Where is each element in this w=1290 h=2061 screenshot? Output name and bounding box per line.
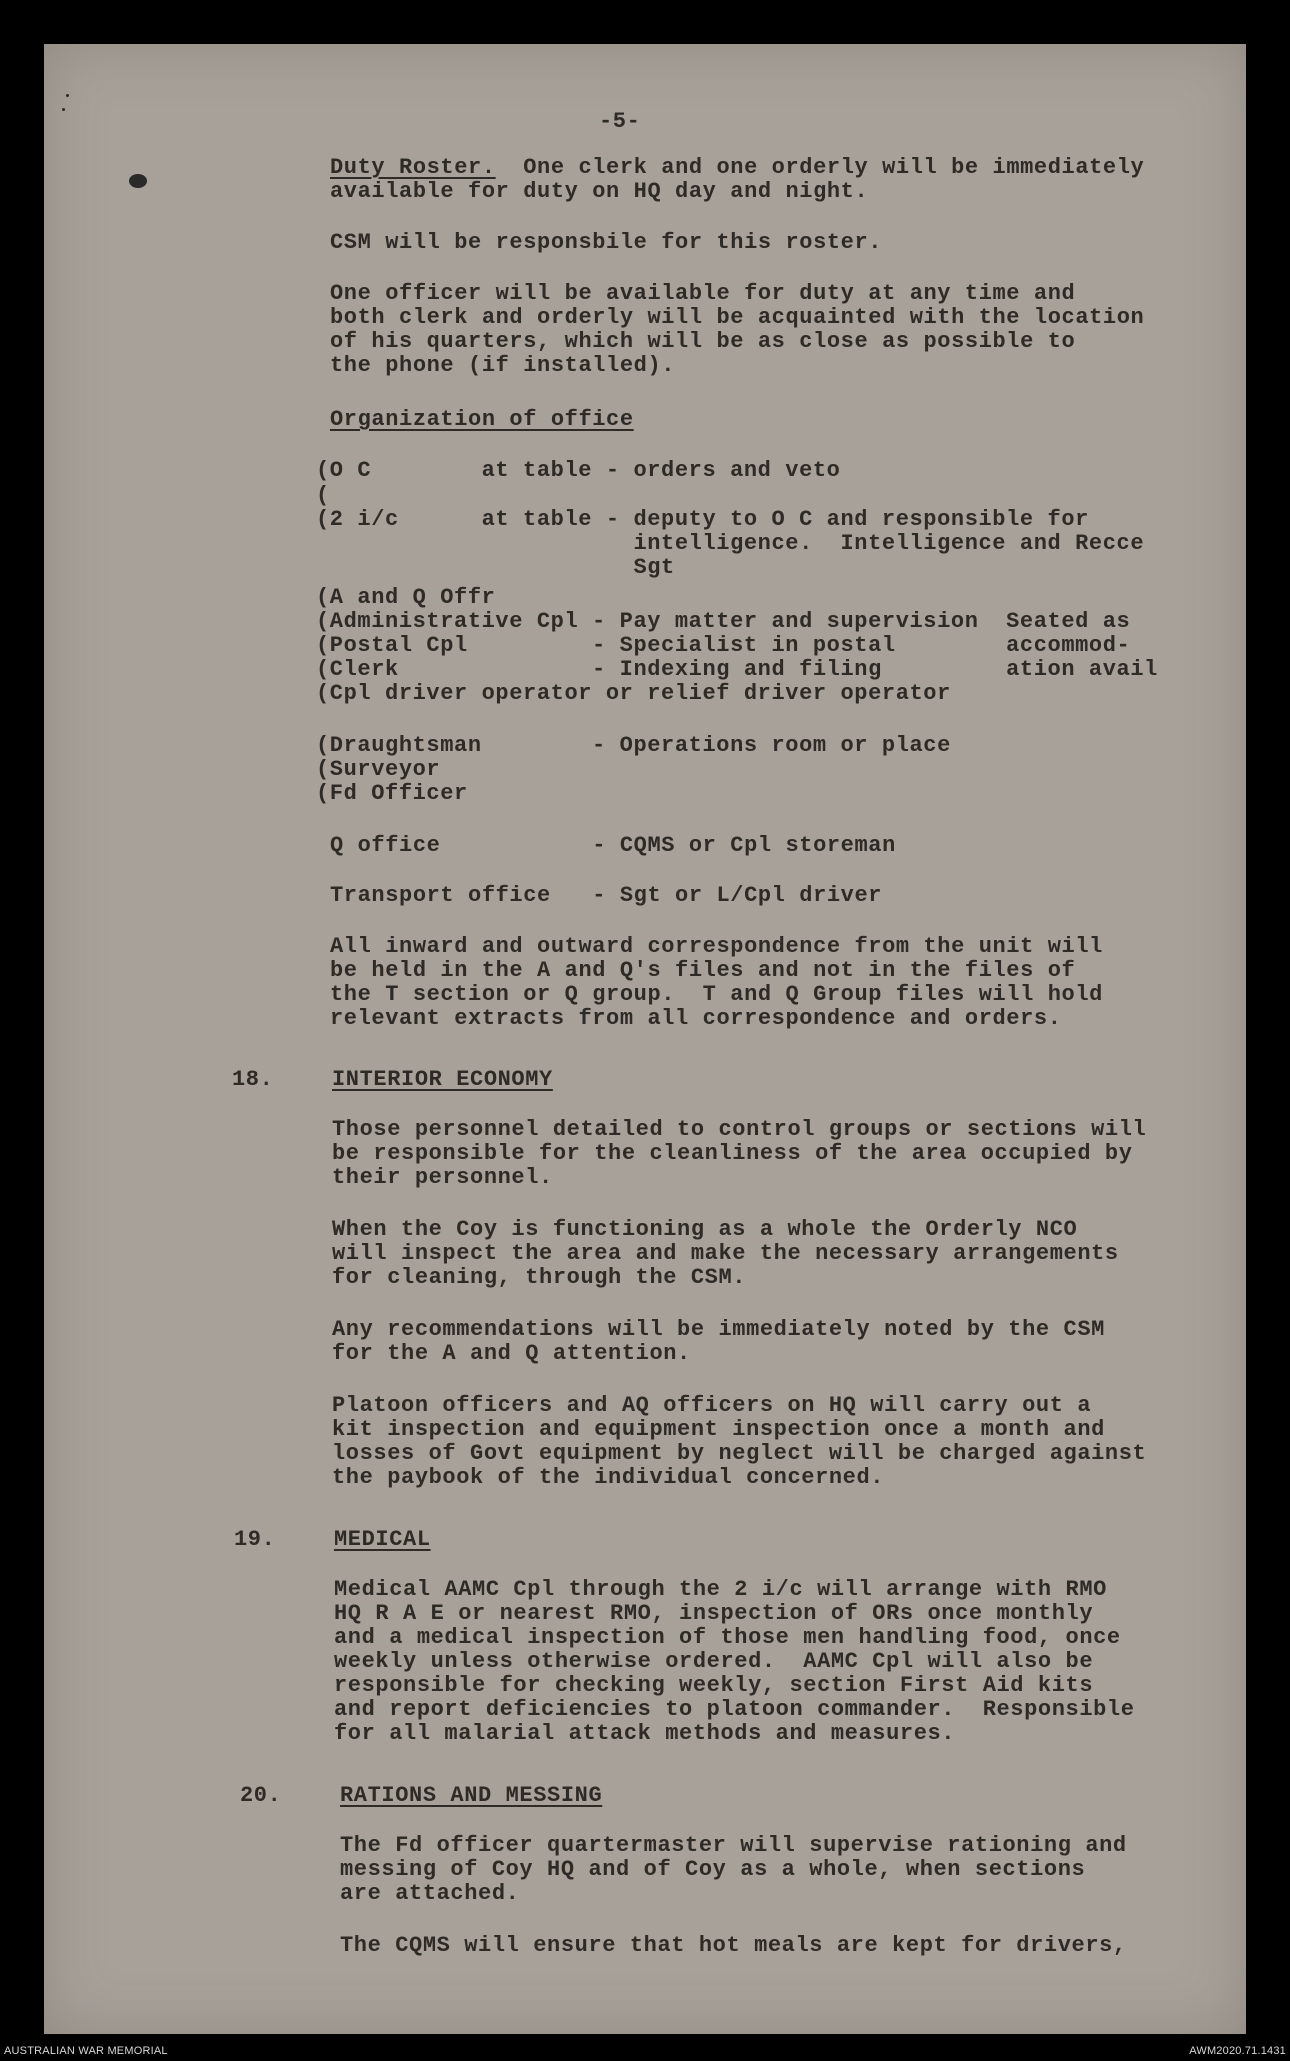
correspondence-line: the T section or Q group. T and Q Group files will hold — [330, 982, 1103, 1007]
correspondence-line: relevant extracts from all correspondence and orders. — [330, 1006, 1062, 1031]
org-line: (Postal Cpl - Specialist in postal accommod- — [316, 633, 1131, 658]
csm-roster-line: CSM will be responsbile for this roster. — [330, 230, 883, 255]
paragraph-line: for cleaning, through the CSM. — [332, 1265, 747, 1290]
paragraph-line: kit inspection and equipment inspection once a month and — [332, 1417, 1105, 1442]
section-heading: RATIONS AND MESSING — [340, 1783, 603, 1808]
org-line: (Fd Officer — [316, 781, 468, 806]
q-office-line: Q office - CQMS or Cpl storeman — [330, 833, 896, 858]
ink-fleck — [62, 108, 65, 111]
org-line: (2 i/c at table - deputy to O C and responsible for — [316, 507, 1089, 532]
correspondence-line: All inward and outward correspondence from the unit will — [330, 934, 1103, 959]
officer-line: both clerk and orderly will be acquainted with the location — [330, 305, 1145, 330]
duty-roster-line-1 — [330, 156, 1144, 180]
paragraph-line: are attached. — [340, 1881, 520, 1906]
correspondence-line: be held in the A and Q's files and not in the files of — [330, 958, 1076, 983]
duty-roster-line-2: available for duty on HQ day and night. — [330, 179, 869, 204]
org-line: (O C at table - orders and veto — [316, 458, 841, 483]
document-page — [44, 44, 1246, 2034]
section-heading: MEDICAL — [334, 1527, 431, 1552]
officer-line: One officer will be available for duty at any time and — [330, 281, 1076, 306]
paragraph-line: for the A and Q attention. — [332, 1341, 691, 1366]
paragraph-line: and a medical inspection of those men handling food, once — [334, 1625, 1121, 1650]
organization-heading: Organization of office — [330, 407, 634, 432]
paragraph-line: The CQMS will ensure that hot meals are kept for drivers, — [340, 1933, 1127, 1958]
officer-line: the phone (if installed). — [330, 353, 676, 378]
paragraph-line: be responsible for the cleanliness of the area occupied by — [332, 1141, 1133, 1166]
paragraph-line: their personnel. — [332, 1165, 553, 1190]
org-line: Sgt — [316, 555, 675, 580]
paragraph-line: Platoon officers and AQ officers on HQ will carry out a — [332, 1393, 1092, 1418]
paragraph-line: Medical AAMC Cpl through the 2 i/c will arrange with RMO — [334, 1577, 1107, 1602]
paragraph-line: and report deficiencies to platoon commander. Responsible — [334, 1697, 1135, 1722]
transport-office-line: Transport office - Sgt or L/Cpl driver — [330, 883, 883, 908]
footer-right: AWM2020.71.1431 — [1189, 2045, 1286, 2057]
section-number: 19. — [234, 1527, 276, 1552]
footer-left: AUSTRALIAN WAR MEMORIAL — [4, 2045, 168, 2057]
org-line: (Clerk - Indexing and filing ation avail — [316, 657, 1158, 682]
ink-fleck — [66, 94, 69, 97]
org-line: (Draughtsman - Operations room or place — [316, 733, 951, 758]
paragraph-line: HQ R A E or nearest RMO, inspection of ORs once monthly — [334, 1601, 1094, 1626]
page-number: -5- — [599, 109, 641, 134]
org-line: (A and Q Offr — [316, 585, 496, 610]
paragraph-line: messing of Coy HQ and of Coy as a whole, when sections — [340, 1857, 1086, 1882]
duty-roster-text: One clerk and one orderly will be immediately — [495, 155, 1145, 180]
paragraph-line: losses of Govt equipment by neglect will be charged against — [332, 1441, 1147, 1466]
section-number: 18. — [232, 1067, 274, 1092]
org-line: (Cpl driver operator or relief driver operator — [316, 681, 951, 706]
org-line: (Administrative Cpl - Pay matter and supervision Seated as — [316, 609, 1131, 634]
paragraph-line: the paybook of the individual concerned. — [332, 1465, 885, 1490]
paragraph-line: will inspect the area and make the necessary arrangements — [332, 1241, 1119, 1266]
paragraph-line: When the Coy is functioning as a whole the Orderly NCO — [332, 1217, 1078, 1242]
section-heading: INTERIOR ECONOMY — [332, 1067, 553, 1092]
paragraph-line: responsible for checking weekly, section First Aid kits — [334, 1673, 1094, 1698]
org-line: intelligence. Intelligence and Recce — [316, 531, 1145, 556]
ink-fleck — [129, 174, 147, 188]
officer-line: of his quarters, which will be as close as possible to — [330, 329, 1076, 354]
paragraph-line: Those personnel detailed to control groups or sections will — [332, 1117, 1147, 1142]
duty-roster-heading: Duty Roster. — [330, 155, 496, 180]
org-line: (Surveyor — [316, 757, 441, 782]
paragraph-line: Any recommendations will be immediately noted by the CSM — [332, 1317, 1105, 1342]
paragraph-line: for all malarial attack methods and measures. — [334, 1721, 956, 1746]
paragraph-line: weekly unless otherwise ordered. AAMC Cpl will also be — [334, 1649, 1094, 1674]
paragraph-line: The Fd officer quartermaster will supervise rationing and — [340, 1833, 1127, 1858]
org-line: ( — [316, 483, 330, 508]
section-number: 20. — [240, 1783, 282, 1808]
